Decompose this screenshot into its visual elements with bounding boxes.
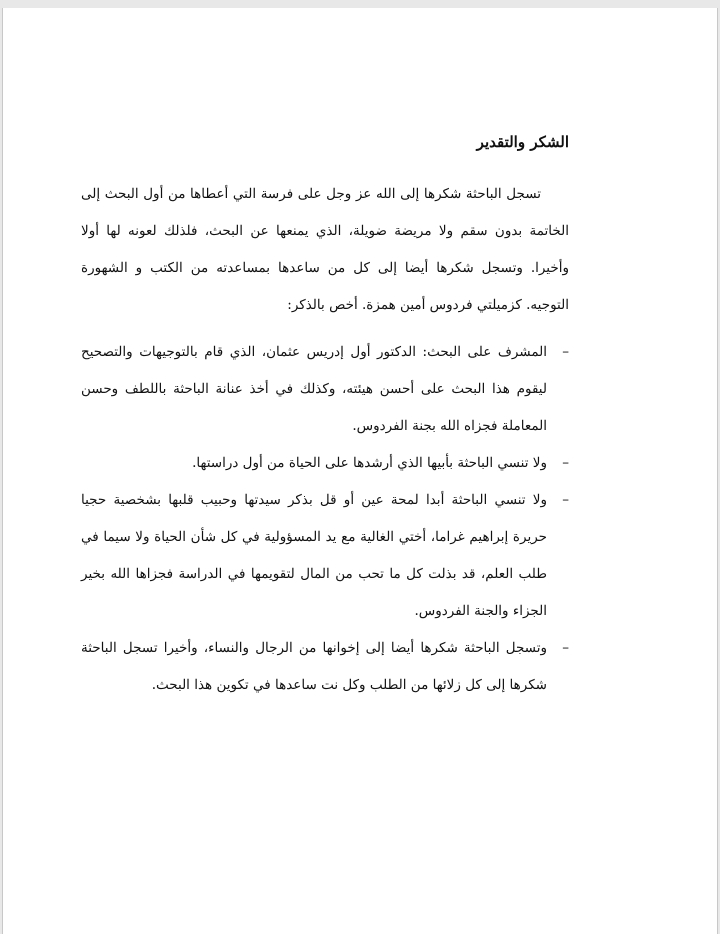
list-item-text: وتسجل الباحثة شكرها أيضا إلى إخوانها من الرجال والنساء، وأخيرا تسجل الباحثة شكرها إلى كل زلائها من الطلب وكل نت ساعدها في تكوين هذا البحث.	[81, 640, 547, 693]
list-item-text: المشرف على البحث: الدكتور أول إدريس عثمان، الذي قام بالتوجيهات والتصحيح ليقوم هذا البحث على أحسن هيئته، وكذلك في أخذ عنانة الباحثة باللطف وحسن المعاملة فجزاه الله بجنة الفردوس.	[81, 344, 547, 434]
list-item	[81, 482, 569, 630]
list-item	[81, 630, 569, 704]
bullet-dash: –	[562, 640, 569, 656]
list-item-text: ولا تنسي الباحثة بأبيها الذي أرشدها على الحياة من أول دراستها.	[192, 455, 547, 471]
document-content	[81, 128, 569, 704]
bullet-dash: –	[562, 492, 569, 508]
document-page	[2, 8, 718, 934]
intro-paragraph: تسجل الباحثة شكرها إلى الله عز وجل على فرسة التي أعطاها من أول البحث إلى الخاتمة بدون سقم ولا مريضة ضويلة، الذي يمنعها عن البحث، فلذلك لعونه لها أولا وأخيرا. وتسجل شكرها أيضا إلى كل من ساعدها بمساعدته من الكتب و الشهورة التوجيه. كزميلتي فردوس أمين همزة. أخص بالذكر:	[81, 186, 569, 313]
list-item	[81, 334, 569, 445]
bullet-dash: –	[562, 455, 569, 471]
list-item	[81, 445, 569, 482]
bullet-dash: –	[562, 344, 569, 360]
list-item-text: ولا تنسي الباحثة أبدا لمحة عين أو قل بذكر سيدتها وحبيب قلبها بشخصية حجيا حريرة إبراهيم غراما، أختي الغالية مع يد المسؤولية في كل شأن الحياة ولا سيما في طلب العلم، قد بذلت كل ما تحب من المال لتقويمها في الدراسة فجزاها الله بخير الجزاء والجنة الفردوس.	[81, 492, 547, 619]
page-title: الشكر والتقدير	[476, 133, 569, 151]
acknowledgement-list	[81, 334, 569, 704]
